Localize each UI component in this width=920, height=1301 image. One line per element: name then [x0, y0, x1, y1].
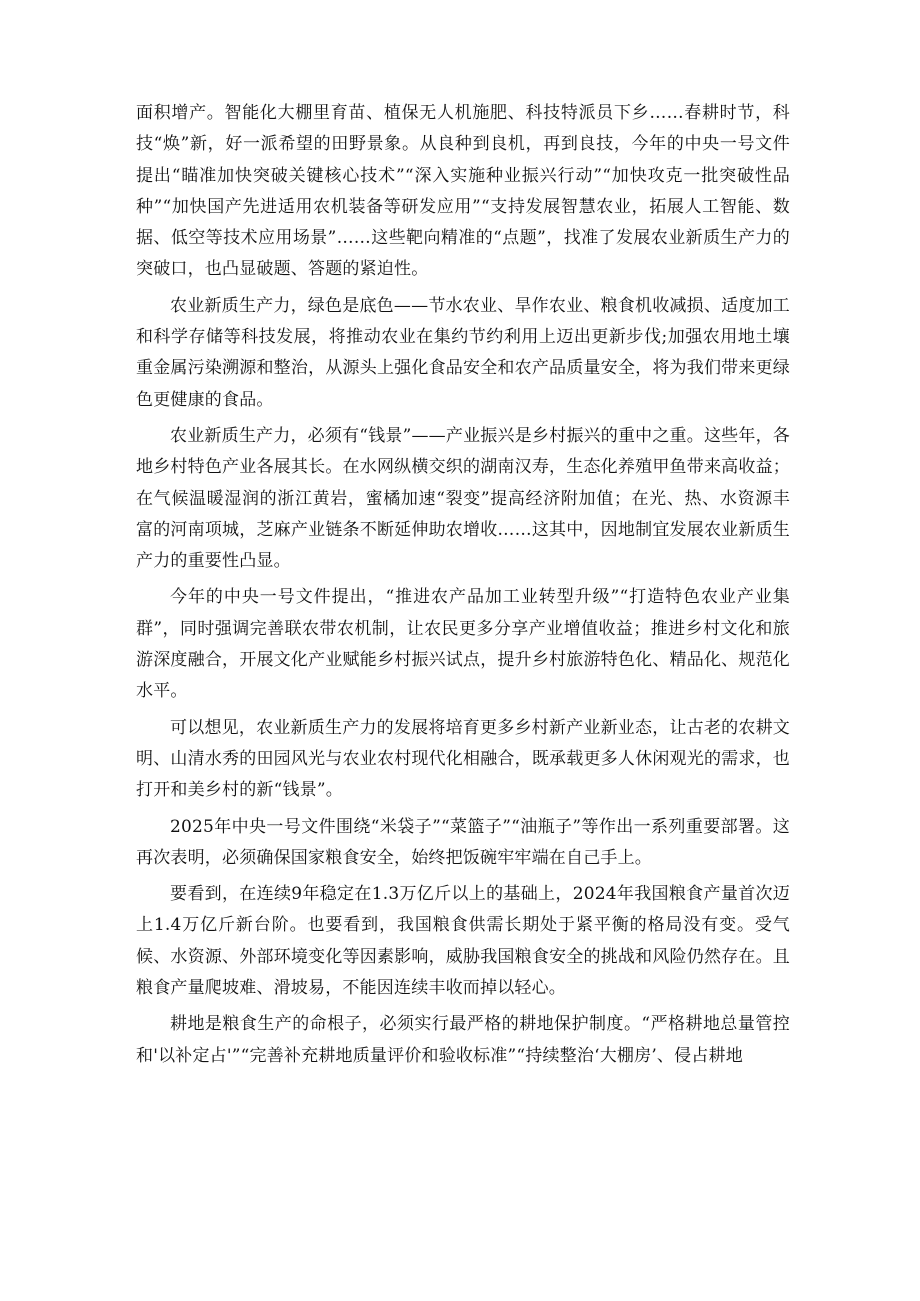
paragraph-green-agriculture: 农业新质生产力，绿色是底色——节水农业、旱作农业、粮食机收减损、适度加工和科学存储等科技发展，将推动农业在集约节约利用上迈出更新步伐;加强农用地土壤重金属污染溯源和整治，从源头上强化食品安全和农产品质量安全，将为我们带来更绿色更健康的食品。 — [136, 295, 790, 410]
paragraph-new-industries: 可以想见，农业新质生产力的发展将培育更多乡村新产业新业态，让古老的农耕文明、山清水秀的田园风光与农业农村现代化相融合，既承载更多人休闲观光的需求，也打开和美乡村的新“钱景”。 — [136, 717, 790, 801]
paragraph-industry-prospects: 农业新质生产力，必须有“钱景”——产业振兴是乡村振兴的重中之重。这些年，各地乡村特色产业各展其长。在水网纵横交织的湖南汉寿，生态化养殖甲鱼带来高收益；在气候温暖湿润的浙江黄岩，蜜橘加速“裂变”提高经济附加值；在光、热、水资源丰富的河南项城，芝麻产业链条不断延伸助农增收……这其中，因地制宜发展农业新质生产力的重要性凸显。 — [136, 425, 790, 572]
document-page — [136, 98, 790, 1077]
paragraph-grain-output: 要看到，在连续9年稳定在1.3万亿斤以上的基础上，2024年我国粮食产量首次迈上1.4万亿斤新台阶。也要看到，我国粮食供需长期处于紧平衡的格局没有变。受气候、水资源、外部环境变化等因素影响，威胁我国粮食安全的挑战和风险仍然存在。且粮食产量爬坡难、滑坡易，不能因连续丰收而掉以轻心。 — [136, 884, 790, 999]
paragraph-farmland-protection: 耕地是粮食生产的命根子，必须实行最严格的耕地保护制度。“严格耕地总量管控和'以补定占'”“完善补充耕地质量评价和验收标准”“持续整治‘大棚房’、侵占耕地 — [136, 1014, 790, 1066]
paragraph-continued: 面积增产。智能化大棚里育苗、植保无人机施肥、科技特派员下乡……春耕时节，科技“焕”新，好一派希望的田野景象。从良种到良机，再到良技，今年的中央一号文件提出“瞄准加快突破关键核心技术”“深入实施种业振兴行动”“加快攻克一批突破性品种”“加快国产先进适用农机装备等研发应用”“支持发展智慧农业，拓展人工智能、数据、低空等技术应用场景”……这些靶向精准的“点题”，找准了发展农业新质生产力的突破口，也凸显破题、答题的紧迫性。 — [136, 103, 790, 280]
paragraph-food-security: 2025年中央一号文件围绕“米袋子”“菜篮子”“油瓶子”等作出一系列重要部署。这再次表明，必须确保国家粮食安全，始终把饭碗牢牢端在自己手上。 — [136, 816, 790, 868]
paragraph-document-proposals: 今年的中央一号文件提出，“推进农产品加工业转型升级”“打造特色农业产业集群”，同时强调完善联农带农机制，让农民更多分享产业增值收益；推进乡村文化和旅游深度融合，开展文化产业赋能乡村振兴试点，提升乡村旅游特色化、精品化、规范化水平。 — [136, 587, 790, 702]
